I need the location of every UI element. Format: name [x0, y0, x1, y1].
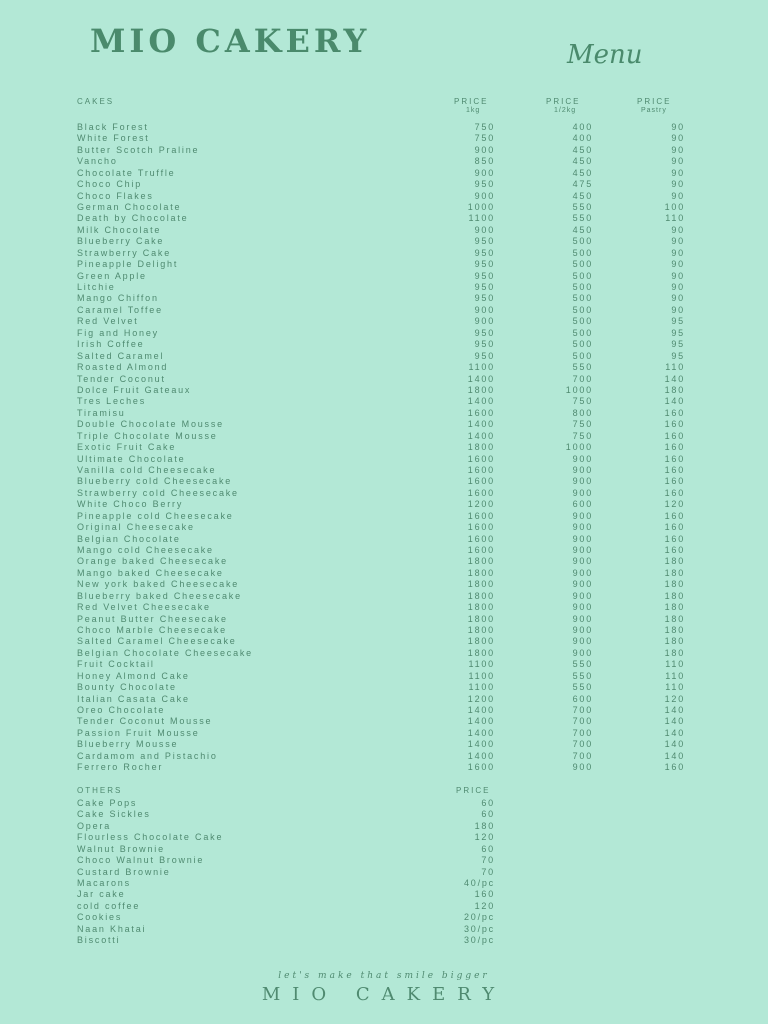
- price-half-kg: 450: [572, 167, 593, 178]
- cake-name: Caramel Toffee: [77, 304, 163, 315]
- cake-name: Oreo Chocolate: [77, 704, 166, 715]
- price-1kg: 1600: [467, 407, 495, 418]
- price-pastry: 110: [665, 682, 685, 693]
- cake-name: Original Cheesecake: [77, 522, 195, 532]
- price-1kg: 1800: [467, 567, 495, 578]
- cake-name: German Chocolate: [77, 202, 182, 212]
- price-pastry: 160: [664, 762, 685, 773]
- price-half-kg: 900: [572, 522, 593, 532]
- cake-name: Belgian Chocolate Cheesecake: [77, 647, 253, 658]
- price-1kg: 1100: [468, 659, 495, 670]
- price-1kg: 950: [474, 282, 495, 292]
- cake-name: Red Velvet: [77, 316, 139, 327]
- cake-name: Vanilla cold Cheesecake: [77, 464, 217, 475]
- price-half-kg: 900: [572, 613, 593, 624]
- price-half-kg: 750: [572, 419, 593, 430]
- price-1kg: 1800: [467, 442, 495, 452]
- cake-name: Dolce Fruit Gateaux: [77, 384, 192, 395]
- price-pastry: 90: [671, 156, 685, 167]
- price-pastry: 120: [664, 693, 685, 704]
- price-1kg: 1600: [467, 487, 495, 498]
- cake-name: Mango cold Cheesecake: [77, 544, 214, 555]
- price-half-kg: 1000: [565, 384, 593, 395]
- price-1kg: 900: [474, 190, 495, 201]
- price-half-kg: 900: [572, 487, 593, 498]
- price-pastry: 100: [664, 202, 685, 212]
- price-1kg: 1400: [467, 750, 495, 761]
- price-half-kg: 750: [572, 396, 593, 407]
- price-1kg: 1200: [467, 499, 495, 510]
- price-1kg: 950: [474, 327, 495, 338]
- price-half-kg: 700: [572, 704, 593, 715]
- size-label-pastry: Pastry: [641, 107, 667, 114]
- price-1kg: 1400: [467, 704, 495, 715]
- price-1kg: 950: [474, 259, 495, 270]
- price-half-kg: 450: [572, 144, 593, 155]
- price-header-1kg: PRICE: [454, 97, 489, 106]
- price-1kg: 1100: [468, 670, 495, 681]
- price-half-kg: 900: [572, 602, 593, 613]
- price-1kg: 1800: [467, 647, 495, 658]
- price-half-kg: 900: [572, 476, 593, 487]
- cake-name: New york baked Cheesecake: [77, 579, 240, 590]
- price-pastry: 95: [671, 316, 685, 327]
- price-pastry: 140: [664, 704, 685, 715]
- price-half-kg: 900: [572, 533, 593, 544]
- cake-name: Mango Chiffon: [77, 293, 159, 304]
- price-1kg: 1800: [467, 624, 495, 635]
- price-pastry: 90: [671, 304, 685, 315]
- price-1kg: 1400: [467, 373, 495, 384]
- price-half-kg: 550: [572, 670, 593, 681]
- other-price: 70: [481, 855, 495, 866]
- cake-name: Belgian Chocolate: [77, 533, 181, 544]
- price-half-kg: 550: [572, 362, 593, 372]
- price-half-kg: 900: [572, 453, 593, 464]
- cake-name: Bounty Chocolate: [77, 682, 177, 693]
- cake-name: Pineapple cold Cheesecake: [77, 510, 234, 521]
- footer-brand: MIO CAKERY: [261, 984, 507, 1005]
- price-pastry: 110: [665, 670, 685, 681]
- price-pastry: 160: [664, 476, 685, 487]
- other-price: 60: [481, 809, 495, 820]
- cake-name: White Choco Berry: [77, 499, 184, 510]
- other-name: Flourless Chocolate Cake: [77, 832, 224, 843]
- price-half-kg: 600: [572, 693, 593, 704]
- price-pastry: 160: [664, 430, 685, 441]
- price-pastry: 140: [664, 739, 685, 750]
- price-half-kg: 450: [572, 224, 593, 235]
- price-half-kg: 900: [572, 636, 593, 647]
- price-1kg: 1100: [468, 682, 495, 693]
- price-half-kg: 500: [572, 282, 593, 292]
- price-half-kg: 500: [572, 247, 593, 258]
- other-price: 30/pc: [463, 935, 495, 946]
- price-1kg: 1200: [467, 693, 495, 704]
- other-name: Cake Pops: [77, 798, 138, 808]
- price-1kg: 1600: [467, 522, 495, 532]
- price-pastry: 140: [664, 727, 685, 738]
- cake-name: Chocolate Truffle: [77, 167, 176, 178]
- price-half-kg: 900: [572, 510, 593, 521]
- cake-name: Peanut Butter Cheesecake: [77, 613, 228, 624]
- price-pastry: 140: [664, 396, 685, 407]
- price-half-kg: 500: [572, 270, 593, 281]
- price-1kg: 1100: [468, 213, 495, 224]
- price-pastry: 160: [664, 522, 685, 532]
- price-half-kg: 900: [572, 590, 593, 601]
- cake-name: Blueberry Cake: [77, 236, 165, 247]
- price-1kg: 1600: [467, 510, 495, 521]
- price-half-kg: 500: [572, 327, 593, 338]
- cake-name: Litchie: [77, 282, 116, 292]
- cake-name: Red Velvet Cheesecake: [77, 602, 211, 613]
- other-name: Cake Sickles: [77, 809, 151, 820]
- price-half-kg: 800: [572, 407, 593, 418]
- other-price: 180: [474, 820, 495, 831]
- other-price: 70: [481, 866, 495, 877]
- price-pastry: 90: [671, 224, 685, 235]
- cake-name: Death by Chocolate: [77, 213, 189, 224]
- cake-name: Ultimate Chocolate: [77, 453, 186, 464]
- price-pastry: 160: [664, 419, 685, 430]
- price-half-kg: 700: [572, 373, 593, 384]
- price-half-kg: 475: [572, 179, 593, 190]
- price-1kg: 1600: [467, 464, 495, 475]
- price-1kg: 900: [474, 167, 495, 178]
- price-pastry: 160: [664, 510, 685, 521]
- price-pastry: 95: [671, 327, 685, 338]
- other-name: Naan Khatai: [77, 923, 147, 934]
- price-1kg: 950: [474, 293, 495, 304]
- other-name: Macarons: [77, 878, 131, 888]
- price-1kg: 850: [474, 156, 495, 167]
- price-half-kg: 700: [572, 716, 593, 727]
- price-1kg: 950: [474, 339, 495, 350]
- price-1kg: 950: [474, 247, 495, 258]
- price-pastry: 90: [671, 190, 685, 201]
- price-pastry: 90: [671, 236, 685, 247]
- other-price: 20/pc: [463, 912, 495, 923]
- price-pastry: 110: [665, 213, 685, 224]
- cake-name: Ferrero Rocher: [77, 762, 164, 773]
- price-1kg: 750: [474, 133, 495, 144]
- cake-name: Blueberry cold Cheesecake: [77, 476, 233, 487]
- cake-name: Vancho: [77, 156, 118, 167]
- price-pastry: 160: [664, 533, 685, 544]
- other-name: Cookies: [77, 912, 123, 923]
- other-price: 120: [474, 832, 495, 843]
- cake-name: White Forest: [77, 133, 150, 144]
- other-name: Opera: [77, 820, 112, 831]
- cake-name: Orange baked Cheesecake: [77, 556, 228, 567]
- price-half-kg: 700: [572, 727, 593, 738]
- price-1kg: 1400: [467, 716, 495, 727]
- price-1kg: 900: [474, 316, 495, 327]
- price-1kg: 950: [474, 236, 495, 247]
- cake-name: Choco Chip: [77, 179, 143, 190]
- price-half-kg: 500: [572, 293, 593, 304]
- other-price: 60: [481, 798, 495, 808]
- price-half-kg: 500: [572, 236, 593, 247]
- price-pastry: 140: [664, 716, 685, 727]
- price-1kg: 1400: [467, 430, 495, 441]
- size-label-1kg: 1kg: [466, 107, 481, 114]
- cake-name: Black Forest: [77, 122, 149, 132]
- price-pastry: 160: [664, 487, 685, 498]
- price-1kg: 1800: [467, 613, 495, 624]
- price-pastry: 120: [664, 499, 685, 510]
- price-1kg: 1600: [467, 544, 495, 555]
- others-heading: OTHERS: [77, 786, 123, 795]
- cake-name: Irish Coffee: [77, 339, 145, 350]
- price-half-kg: 900: [572, 624, 593, 635]
- price-1kg: 1100: [468, 362, 495, 372]
- price-pastry: 95: [671, 339, 685, 350]
- price-pastry: 90: [671, 179, 685, 190]
- price-half-kg: 1000: [565, 442, 593, 452]
- other-name: Custard Brownie: [77, 866, 171, 877]
- price-pastry: 180: [664, 384, 685, 395]
- price-1kg: 950: [474, 270, 495, 281]
- price-pastry: 180: [664, 613, 685, 624]
- other-name: Biscotti: [77, 935, 121, 946]
- cake-name: Tres Leches: [77, 396, 146, 407]
- price-pastry: 180: [664, 567, 685, 578]
- cake-name: Roasted Almond: [77, 362, 169, 372]
- price-half-kg: 550: [572, 659, 593, 670]
- cake-name: Choco Flakes: [77, 190, 154, 201]
- price-pastry: 180: [664, 624, 685, 635]
- price-half-kg: 900: [572, 579, 593, 590]
- menu-subtitle: Menu: [567, 40, 643, 70]
- other-price: 160: [474, 889, 495, 900]
- cake-name: Blueberry baked Cheesecake: [77, 590, 242, 601]
- price-1kg: 1400: [467, 396, 495, 407]
- price-pastry: 90: [671, 167, 685, 178]
- price-1kg: 1600: [467, 453, 495, 464]
- price-pastry: 180: [664, 602, 685, 613]
- price-pastry: 140: [664, 750, 685, 761]
- cake-name: Green Apple: [77, 270, 147, 281]
- price-pastry: 95: [671, 350, 685, 361]
- other-name: Walnut Brownie: [77, 843, 165, 854]
- price-pastry: 180: [664, 647, 685, 658]
- price-pastry: 160: [664, 453, 685, 464]
- price-header-pastry: PRICE: [637, 97, 672, 106]
- price-1kg: 750: [474, 122, 495, 132]
- cake-name: Passion Fruit Mousse: [77, 727, 200, 738]
- price-1kg: 900: [474, 224, 495, 235]
- other-price: 60: [481, 843, 495, 854]
- price-half-kg: 550: [572, 213, 593, 224]
- price-1kg: 1800: [467, 590, 495, 601]
- cake-name: Triple Chocolate Mousse: [77, 430, 218, 441]
- price-pastry: 90: [671, 247, 685, 258]
- others-price-header: PRICE: [456, 786, 491, 795]
- price-1kg: 1800: [467, 579, 495, 590]
- cake-name: Milk Chocolate: [77, 224, 162, 235]
- price-1kg: 1400: [467, 727, 495, 738]
- price-pastry: 90: [671, 293, 685, 304]
- other-price: 40/pc: [463, 878, 495, 888]
- price-half-kg: 600: [572, 499, 593, 510]
- cake-name: Butter Scotch Praline: [77, 144, 200, 155]
- price-half-kg: 400: [572, 133, 593, 144]
- cake-name: Strawberry cold Cheesecake: [77, 487, 239, 498]
- cake-name: Blueberry Mousse: [77, 739, 179, 750]
- other-name: Choco Walnut Brownie: [77, 855, 205, 866]
- price-1kg: 1800: [467, 384, 495, 395]
- price-half-kg: 900: [572, 556, 593, 567]
- price-half-kg: 550: [572, 682, 593, 693]
- price-pastry: 180: [664, 590, 685, 601]
- page-title: MIO CAKERY: [90, 22, 371, 60]
- price-half-kg: 750: [572, 430, 593, 441]
- other-name: Jar cake: [77, 889, 126, 900]
- price-1kg: 1600: [467, 476, 495, 487]
- price-header-half-kg: PRICE: [546, 97, 581, 106]
- size-label-half-kg: 1/2kg: [554, 107, 577, 114]
- cake-name: Cardamom and Pistachio: [77, 750, 218, 761]
- price-half-kg: 500: [572, 350, 593, 361]
- price-1kg: 1600: [467, 533, 495, 544]
- cake-name: Tender Coconut: [77, 373, 166, 384]
- other-name: cold coffee: [77, 900, 141, 911]
- cake-name: Italian Casata Cake: [77, 693, 190, 704]
- price-1kg: 900: [474, 144, 495, 155]
- cake-name: Double Chocolate Mousse: [77, 419, 224, 430]
- price-pastry: 110: [665, 659, 685, 670]
- price-1kg: 900: [474, 304, 495, 315]
- price-half-kg: 500: [572, 304, 593, 315]
- price-pastry: 160: [664, 442, 685, 452]
- price-half-kg: 400: [572, 122, 593, 132]
- price-1kg: 1800: [467, 556, 495, 567]
- price-half-kg: 550: [572, 202, 593, 212]
- cake-name: Choco Marble Cheesecake: [77, 624, 227, 635]
- cake-name: Salted Caramel: [77, 350, 165, 361]
- price-pastry: 140: [664, 373, 685, 384]
- price-half-kg: 450: [572, 190, 593, 201]
- cake-name: Exotic Fruit Cake: [77, 442, 177, 452]
- price-pastry: 90: [671, 270, 685, 281]
- price-pastry: 180: [664, 579, 685, 590]
- price-half-kg: 450: [572, 156, 593, 167]
- price-pastry: 90: [671, 282, 685, 292]
- price-half-kg: 900: [572, 464, 593, 475]
- price-pastry: 90: [671, 144, 685, 155]
- price-pastry: 160: [664, 407, 685, 418]
- price-1kg: 1600: [467, 762, 495, 773]
- price-pastry: 160: [664, 464, 685, 475]
- price-half-kg: 700: [572, 750, 593, 761]
- cakes-heading: CAKES: [77, 97, 115, 106]
- price-half-kg: 900: [572, 544, 593, 555]
- price-pastry: 110: [665, 362, 685, 372]
- price-1kg: 950: [474, 350, 495, 361]
- cake-name: Pineapple Delight: [77, 259, 179, 270]
- price-1kg: 1400: [467, 739, 495, 750]
- price-pastry: 90: [671, 259, 685, 270]
- price-half-kg: 900: [572, 647, 593, 658]
- cake-name: Salted Caramel Cheesecake: [77, 636, 237, 647]
- price-half-kg: 900: [572, 567, 593, 578]
- cake-name: Tiramisu: [77, 407, 126, 418]
- price-1kg: 950: [474, 179, 495, 190]
- cake-name: Mango baked Cheesecake: [77, 567, 224, 578]
- cake-name: Honey Almond Cake: [77, 670, 190, 681]
- price-half-kg: 500: [572, 339, 593, 350]
- price-half-kg: 900: [572, 762, 593, 773]
- other-price: 120: [474, 900, 495, 911]
- cake-name: Fruit Cocktail: [77, 659, 155, 670]
- price-pastry: 90: [671, 133, 685, 144]
- price-1kg: 1400: [467, 419, 495, 430]
- price-half-kg: 700: [572, 739, 593, 750]
- price-pastry: 90: [671, 122, 685, 132]
- price-1kg: 1800: [467, 602, 495, 613]
- price-pastry: 160: [664, 544, 685, 555]
- other-price: 30/pc: [463, 923, 495, 934]
- price-pastry: 180: [664, 636, 685, 647]
- price-half-kg: 500: [572, 259, 593, 270]
- price-1kg: 1000: [467, 202, 495, 212]
- cake-name: Strawberry Cake: [77, 247, 172, 258]
- cake-name: Fig and Honey: [77, 327, 159, 338]
- price-1kg: 1800: [467, 636, 495, 647]
- price-half-kg: 500: [572, 316, 593, 327]
- cake-name: Tender Coconut Mousse: [77, 716, 213, 727]
- price-pastry: 180: [664, 556, 685, 567]
- tagline: let's make that smile bigger: [278, 971, 490, 981]
